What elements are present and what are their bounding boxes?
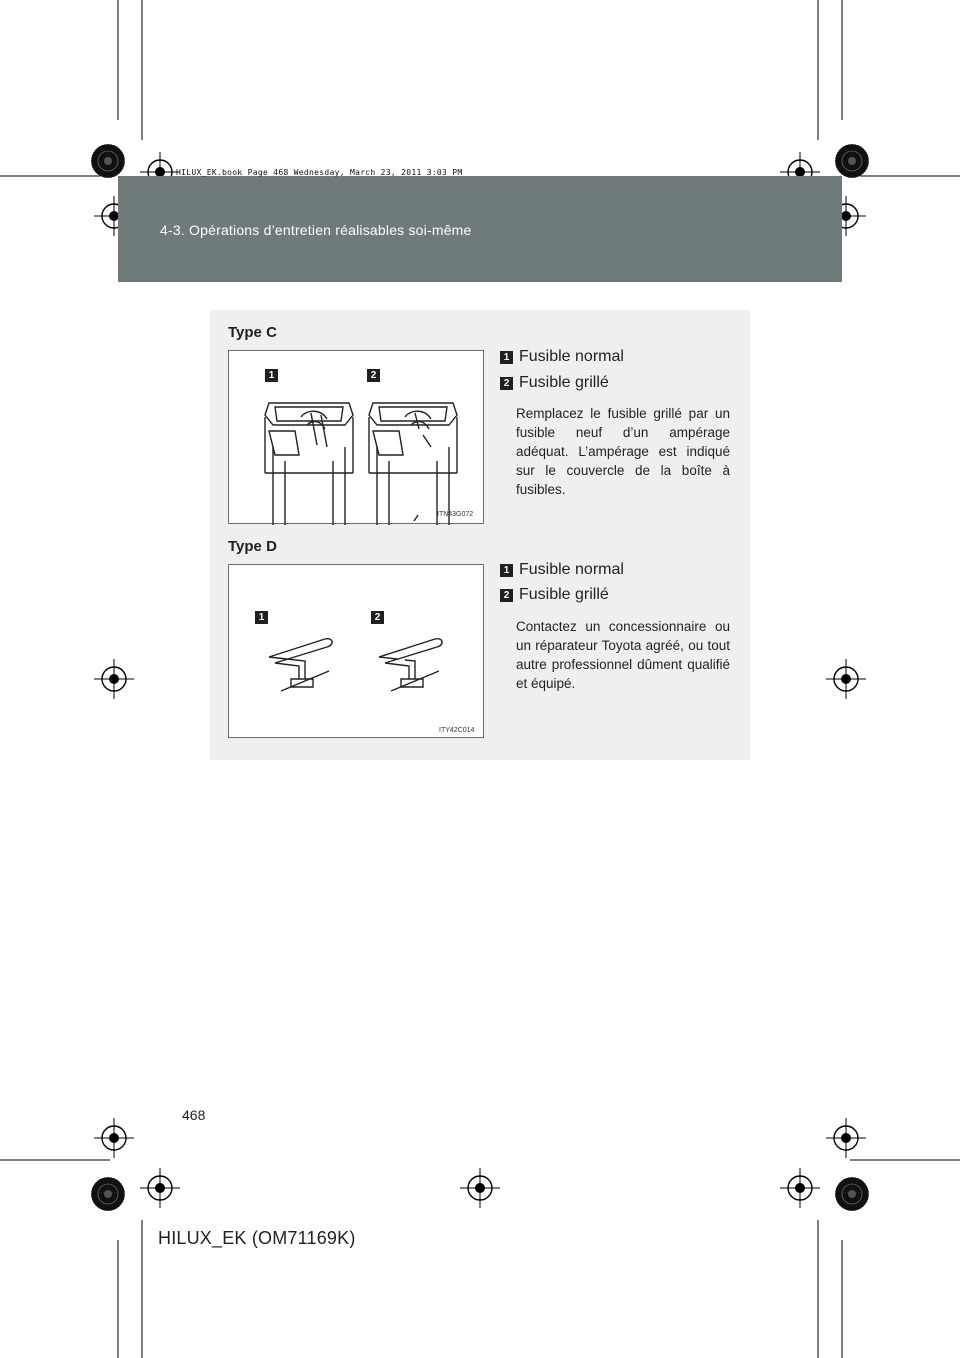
- page-number: 468: [182, 1107, 206, 1123]
- section-title: 4-3. Opérations d’entretien réalisables soi-même: [160, 222, 472, 238]
- blade-fuse-illustration: [229, 565, 485, 739]
- figure-label-1: 1: [255, 611, 268, 624]
- type-c-figure: [228, 350, 484, 524]
- item-label: Fusible grillé: [519, 586, 609, 603]
- item-label: Fusible grillé: [519, 374, 609, 391]
- number-badge: 2: [500, 377, 513, 390]
- figure-label-2: 2: [371, 611, 384, 624]
- type-d-figure: [228, 564, 484, 738]
- type-c-title: Type C: [228, 324, 277, 341]
- type-c-item-1: [500, 348, 624, 366]
- number-badge: 2: [500, 589, 513, 602]
- item-label: Fusible normal: [519, 561, 624, 578]
- figure-code: ITN43G072: [437, 511, 474, 518]
- type-c-description: Remplacez le fusible grillé par un fusible neuf d’un ampérage adéquat. L’ampérage est indiqué sur le couvercle de la boîte à fusibles.: [516, 406, 730, 497]
- type-c-item-2: [500, 374, 609, 392]
- figure-label-2: 2: [367, 369, 380, 382]
- number-badge: 1: [500, 351, 513, 364]
- print-meta: HILUX_EK.book Page 468 Wednesday, March 23, 2011 3:03 PM: [176, 168, 463, 177]
- type-d-title: Type D: [228, 538, 277, 555]
- document-code: HILUX_EK (OM71169K): [158, 1228, 356, 1248]
- type-d-description: Contactez un concessionnaire ou un réparateur Toyota agréé, ou tout autre professionnel dûment qualifié et équipé.: [516, 619, 730, 691]
- number-badge: 1: [500, 564, 513, 577]
- type-d-item-1: [500, 561, 624, 579]
- figure-label-1: 1: [265, 369, 278, 382]
- type-d-item-2: [500, 586, 609, 604]
- figure-code: ITY42C014: [439, 727, 475, 734]
- item-label: Fusible normal: [519, 348, 624, 365]
